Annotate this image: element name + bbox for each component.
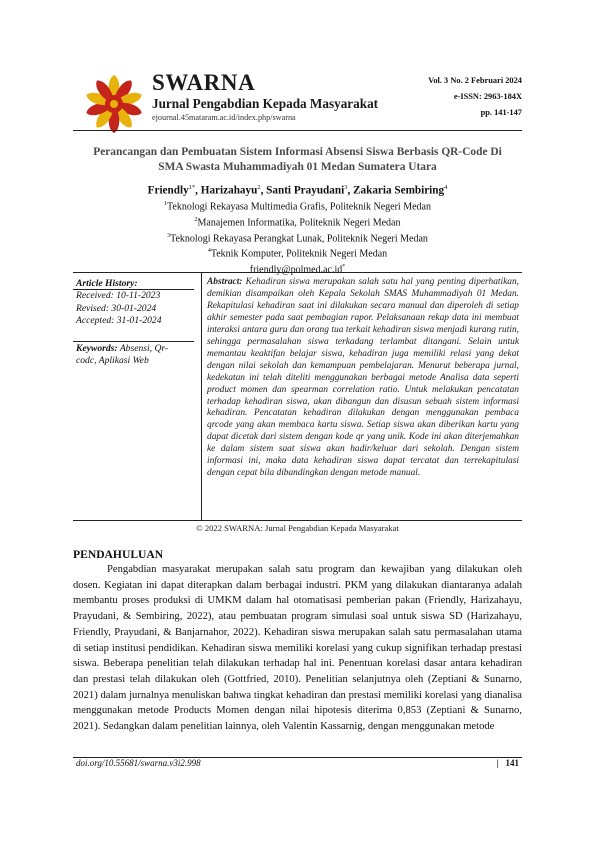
body-paragraph <box>73 562 522 735</box>
abstract-label: Abstract: <box>207 277 243 287</box>
issn: e-ISSN: 2963-184X <box>453 92 522 101</box>
info-box-divider <box>201 272 202 520</box>
revised-date: Revised: 30-01-2024 <box>76 302 157 314</box>
author-sup: 4 <box>444 184 448 191</box>
abstract-text: Kehadiran siswa merupakan salah satu hal yang penting diperhatikan, demikian disampaikan oleh Kepala Sekolah SMAS Muhammadiyah 01 Medan. Rekapitulasi kehadiran saat ini dilakukan secara manual dan diperoleh di setiap akhir semester pada saat pembagian rapor. Pelaksanaan rekap data ini membuat interaksi antara guru dan orang tua terkait kehadiran siswa menjadi kurang rutin, sehingga permasalahan siswa terkadang terlambat ditangani. Selain untuk memantau keaktifan belajar siswa, kehadiran juga memiliki relasi yang dekat dengan nilai sekolah dan kemampuan pembelajaran. Menurut beberapa jurnal, kedekatan ini telah diteliti menggunakan berbagai metode Analisa data seperti product momen dan spearman correlation ratio. Untuk melakukan pencatatan terhadap kehadiran siswa, akan dibangun dan disusun sebuah sistem informasi kehadiran. Pencatatan kehadiran dilakukan dengan menggunakan pembaca qrcode yang akan membaca kartu siswa. Setiap siswa akan diberikan kartu yang dapat dicetak dari sistem dengan kode qr yang unik. Kode ini akan diterjemahkan ke dalam sistem saat siswa akan hadir/keluar dari sekolah. Dengan sistem informasi ini, maka data kehadiran siswa dapat tercatat dan terrekapitulasi dengan cepat bila dibandingkan dengan metode manual. <box>207 277 519 479</box>
author-name: Harizahayu <box>200 184 258 197</box>
volume-issue: Vol. 3 No. 2 Februari 2024 <box>428 76 522 85</box>
affiliation <box>73 198 522 214</box>
page-range: pp. 141-147 <box>480 108 522 117</box>
email-sup: * <box>342 264 346 271</box>
author-sup: 3 <box>344 184 348 191</box>
author-name: Zakaria Sembiring <box>353 184 445 197</box>
header-divider <box>73 130 522 131</box>
keywords-line-2: codc, Aplikasi Web <box>76 355 149 367</box>
footer-separator: | <box>496 758 499 768</box>
doi-link[interactable]: doi.org/10.55681/swarna.v3i2.998 <box>76 758 201 768</box>
author-name: Santi Prayudani <box>266 184 345 197</box>
affiliation-sup: 3 <box>167 232 171 239</box>
corresponding-email[interactable] <box>73 261 522 277</box>
keywords-label: Keywords: <box>76 343 118 354</box>
affiliation-text: Teknologi Rekayasa Multimedia Grafis, Politeknik Negeri Medan <box>167 201 431 213</box>
email-text[interactable]: friendly@polmed.ac.id <box>249 264 343 276</box>
journal-brand: SWARNA <box>152 70 256 95</box>
keywords-rule <box>73 341 194 342</box>
journal-logo-icon <box>84 74 144 134</box>
affiliation-sup: 1 <box>164 201 168 207</box>
title-line-1: Perancangan dan Pembuatan Sistem Informasi Absensi Siswa Berbasis QR-Code Di <box>93 146 502 158</box>
affiliation-sup: 4 <box>207 248 211 255</box>
page-number-text: 141 <box>505 758 519 768</box>
abstract <box>207 277 519 480</box>
paragraph-text: Pengabdian masyarakat merupakan salah satu program dan kewajiban yang dilakukan oleh dosen. Kegiatan ini dapat diterapkan dalam berbagai industri. PKM yang dilakukan diantaranya adalah membantu proses produksi di UMKM dalam hal otomatisasi pemberian pakan (Friendly, Harizahayu, Prayudani, & Sembiring, 2022), atau pembuatan program simulasi soal untuk siswa SD (Harizahayu, Friendly, Prayudani, & Banjarnahor, 2022). Kehadiran siswa merupakan salah satu permasalahan utama di setiap institusi pendidikan. Kehadiran siswa memiliki korelasi yang cukup signifikan terhadap prestasi siswa. Beberapa penelitian telah dilakukan terhadap hal ini. Penentuan korelasi dasar antara kehadiran dan prestasi telah dilakukan oleh (Gottfried, 2010). Penelitian selanjutnya oleh (Zeptiani & Sunarno, 2021) dalam jurnalnya menuliskan bahwa tingkat kehadiran dan prestasi memiliki korelasi yang dianalisa menggunakan metode Products Momen dengan nilai hipotesis diterima 0,853 (Zeptiani & Sunarno, 2021). Sedangkan dalam penelitian lainnya, oleh Valentin Kassarnig, dengan menggunakan metode <box>73 564 522 733</box>
affiliations <box>73 198 522 277</box>
issue-info <box>428 73 522 121</box>
affiliation <box>73 245 522 261</box>
journal-url[interactable]: ejournal.45mataram.ac.id/index.php/swarna <box>152 113 296 122</box>
affiliation-text: Manajemen Informatika, Politeknik Negeri Medan <box>197 217 401 229</box>
author-list: Friendly$^{1*}$, Harizahayu$^2$, Santi Prayudani$^3$, Zakaria Sembiring$^4$ <box>147 184 448 197</box>
affiliation-sup: 2 <box>194 216 198 223</box>
affiliation-text: Teknik Komputer, Politeknik Negeri Medan <box>210 248 388 260</box>
keywords-line-1 <box>76 343 168 355</box>
affiliation-text: Teknologi Rekayasa Perangkat Lunak, Politeknik Negeri Medan <box>170 232 428 244</box>
author-name: Friendly <box>147 184 189 197</box>
accepted-date: Accepted: 31-01-2024 <box>76 314 162 326</box>
title-line-2: SMA Swasta Muhammadiyah 01 Medan Sumatera Utara <box>158 161 437 173</box>
info-box-bottom-rule <box>73 520 522 521</box>
page-number <box>497 758 519 768</box>
author-sup: 1* <box>188 184 196 191</box>
affiliation <box>73 230 522 246</box>
received-date: Received: 10-11-2023 <box>76 290 161 302</box>
history-label <box>76 278 162 290</box>
affiliation <box>73 214 522 230</box>
article-history <box>76 278 162 327</box>
keywords <box>76 343 168 368</box>
keywords-text-1: Absensi, Qr- <box>119 343 169 354</box>
journal-name: Jurnal Pengabdian Kepada Masyarakat <box>152 96 379 111</box>
info-box-top-rule <box>73 272 522 273</box>
history-label-text: Article History: <box>76 278 138 289</box>
section-heading: PENDAHULUAN <box>73 548 164 561</box>
author-sup: 2 <box>257 184 261 191</box>
copyright-notice: © 2022 SWARNA: Jurnal Pengabdian Kepada Masyarakat <box>196 523 399 533</box>
paper-title <box>73 145 522 175</box>
